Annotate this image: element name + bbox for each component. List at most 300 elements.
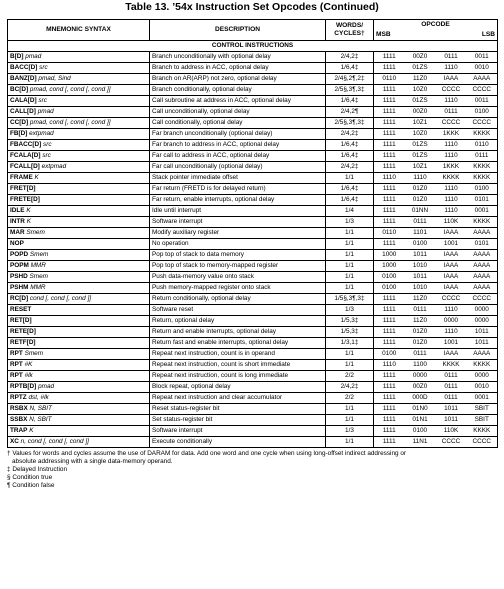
mnemonic-operands: src — [39, 64, 48, 71]
words-cycles-cell: 2/4,2‡ — [326, 382, 374, 393]
mnemonic-cell — [8, 250, 150, 261]
table-row — [8, 63, 498, 74]
footnote-dagger: † Values for words and cycles assume the use of DARAM for data. Add one word and one cycle when using long-offset indirect addressing or — [7, 450, 407, 457]
opcode-nibble-cell: 1110 — [436, 327, 467, 338]
words-cycles-cell: 1/1 — [326, 173, 374, 184]
mnemonic-cell — [8, 217, 150, 228]
words-cycles-cell: 2/4,2‡ — [326, 162, 374, 173]
opcode-nibble-cell: 01Z0 — [405, 184, 436, 195]
opcode-nibble-cell: CCCC — [436, 437, 467, 448]
table-body — [8, 41, 498, 448]
words-cycles-cell: 1/5§,3¶,3‡ — [326, 294, 374, 305]
mnemonic-operands: N, SBIT — [29, 416, 52, 423]
mnemonic-operands: Smem — [29, 273, 49, 280]
opcode-nibble-cell: 0100 — [405, 239, 436, 250]
opcode-nibble-cell: 01N0 — [405, 404, 436, 415]
description-cell: Set status-register bit — [150, 415, 326, 426]
mnemonic-cell — [8, 118, 150, 129]
mnemonic-operands: pmad — [38, 383, 55, 390]
table-row — [8, 184, 498, 195]
opcode-nibble-cell: 0110 — [467, 140, 498, 151]
words-cycles-cell: 1/6,4‡ — [326, 96, 374, 107]
description-cell: Far branch unconditionally (optional delay) — [150, 129, 326, 140]
mnemonic-operands: dst, #lk — [28, 394, 49, 401]
description-cell: Repeat next instruction, count is in operand — [150, 349, 326, 360]
mnemonic-name: FRAME — [10, 174, 33, 181]
mnemonic-operands: src — [38, 97, 47, 104]
header-opcode: OPCODE — [374, 20, 498, 31]
description-cell: Branch conditionally, optional delay — [150, 85, 326, 96]
header-msb: MSB — [374, 30, 405, 41]
opcode-nibble-cell: IAAA — [436, 74, 467, 85]
opcode-nibble-cell: 10Z1 — [405, 118, 436, 129]
opcode-nibble-cell: 1001 — [436, 338, 467, 349]
opcode-nibble-cell: KKKK — [467, 173, 498, 184]
opcode-nibble-cell: 0111 — [405, 217, 436, 228]
words-cycles-cell: 2/4§,2¶,2‡ — [326, 74, 374, 85]
opcode-nibble-cell: 0100 — [374, 283, 405, 294]
mnemonic-cell — [8, 140, 150, 151]
opcode-nibble-cell: 1110 — [436, 195, 467, 206]
opcode-nibble-cell: 1010 — [405, 261, 436, 272]
mnemonic-operands: extpmad — [29, 130, 54, 137]
opcode-nibble-cell: 1011 — [467, 327, 498, 338]
opcode-nibble-cell: 1KKK — [436, 129, 467, 140]
mnemonic-name: B[D] — [10, 53, 24, 60]
words-cycles-cell: 1/1 — [326, 239, 374, 250]
opcode-nibble-cell: 11Z0 — [405, 74, 436, 85]
opcode-nibble-cell: 1100 — [405, 360, 436, 371]
mnemonic-cell — [8, 162, 150, 173]
mnemonic-operands: MMR — [30, 262, 46, 269]
mnemonic-name: FBACC[D] — [10, 141, 42, 148]
table-row — [8, 382, 498, 393]
mnemonic-name: INTR — [10, 218, 25, 225]
opcode-nibble-cell: 0000 — [436, 316, 467, 327]
description-cell: Return, optional delay — [150, 316, 326, 327]
opcode-nibble-cell: 0011 — [467, 52, 498, 63]
description-cell: Repeat next instruction, count is short immediate — [150, 360, 326, 371]
opcode-nibble-cell: KKKK — [467, 360, 498, 371]
opcode-nibble-cell: 0000 — [467, 316, 498, 327]
description-cell: Branch to address in ACC, optional delay — [150, 63, 326, 74]
opcode-nibble-cell: 1110 — [374, 360, 405, 371]
description-cell: Push data-memory value onto stack — [150, 272, 326, 283]
words-cycles-cell: 1/5,3‡ — [326, 316, 374, 327]
opcode-nibble-cell: CCCC — [436, 118, 467, 129]
mnemonic-operands: pmad — [37, 108, 54, 115]
description-cell: Modify auxiliary register — [150, 228, 326, 239]
mnemonic-name: RC[D] — [10, 295, 29, 302]
opcode-nibble-cell: 1000 — [374, 250, 405, 261]
words-cycles-cell: 1/6,4‡ — [326, 184, 374, 195]
opcode-nibble-cell: AAAA — [467, 74, 498, 85]
table-row — [8, 404, 498, 415]
opcode-nibble-cell: KKKK — [467, 162, 498, 173]
description-cell: Software interrupt — [150, 426, 326, 437]
opcode-nibble-cell: 1111 — [374, 118, 405, 129]
mnemonic-operands: Smem — [26, 229, 45, 236]
table-row — [8, 140, 498, 151]
opcode-nibble-cell: 1110 — [436, 206, 467, 217]
opcode-nibble-cell: KKKK — [436, 173, 467, 184]
mnemonic-operands: K — [26, 218, 31, 225]
mnemonic-name: SSBX — [10, 416, 28, 423]
description-cell: Branch on AR(ARP) not zero, optional delay — [150, 74, 326, 85]
words-cycles-cell: 2/4,2‡ — [326, 52, 374, 63]
section-row — [8, 41, 498, 52]
opcode-nibble-cell: 0111 — [467, 151, 498, 162]
words-cycles-cell: 2/5§,3¶,3‡ — [326, 118, 374, 129]
opcode-nibble-cell: 1111 — [374, 184, 405, 195]
opcode-nibble-cell: 1111 — [374, 404, 405, 415]
opcode-nibble-cell: 1011 — [436, 415, 467, 426]
description-cell: Push memory-mapped register onto stack — [150, 283, 326, 294]
opcode-nibble-cell: 1110 — [436, 96, 467, 107]
mnemonic-operands: MMR — [30, 284, 46, 291]
opcode-nibble-cell: 11N1 — [405, 437, 436, 448]
description-cell: Return fast and enable interrupts, optional delay — [150, 338, 326, 349]
table-row — [8, 85, 498, 96]
opcode-nibble-cell: AAAA — [467, 349, 498, 360]
description-cell: Far return, enable interrupts, optional delay — [150, 195, 326, 206]
mnemonic-cell — [8, 173, 150, 184]
mnemonic-cell — [8, 74, 150, 85]
opcode-nibble-cell: 1111 — [374, 239, 405, 250]
table-row — [8, 52, 498, 63]
mnemonic-cell — [8, 426, 150, 437]
description-cell: Block repeat, optional delay — [150, 382, 326, 393]
description-cell: Software reset — [150, 305, 326, 316]
words-cycles-cell: 1/6,4‡ — [326, 195, 374, 206]
opcode-nibble-cell: 0010 — [467, 382, 498, 393]
opcode-nibble-cell: 0011 — [467, 96, 498, 107]
table-row — [8, 349, 498, 360]
opcode-nibble-cell: 0100 — [405, 426, 436, 437]
opcode-table — [7, 19, 498, 448]
opcode-nibble-cell: 1111 — [374, 162, 405, 173]
opcode-nibble-cell: 1111 — [374, 327, 405, 338]
description-cell: Call unconditionally, optional delay — [150, 107, 326, 118]
words-cycles-cell: 2/4,2¶ — [326, 107, 374, 118]
mnemonic-name: RPT — [10, 372, 23, 379]
words-cycles-cell: 2/5§,3¶,3‡ — [326, 85, 374, 96]
mnemonic-name: FRETE[D] — [10, 196, 40, 203]
opcode-nibble-cell: 1KKK — [436, 162, 467, 173]
opcode-nibble-cell: SBIT — [467, 415, 498, 426]
mnemonic-name: MAR — [10, 229, 25, 236]
opcode-nibble-cell: KKKK — [436, 360, 467, 371]
opcode-nibble-cell: 0000 — [467, 371, 498, 382]
opcode-nibble-cell: AAAA — [467, 272, 498, 283]
mnemonic-operands: pmad, cond [, cond [, cond ]] — [29, 119, 111, 126]
opcode-nibble-cell: 0100 — [374, 349, 405, 360]
footnotes — [7, 450, 502, 490]
opcode-nibble-cell: 1111 — [374, 338, 405, 349]
opcode-nibble-cell: 0100 — [467, 107, 498, 118]
mnemonic-name: RPTZ — [10, 394, 27, 401]
opcode-nibble-cell: 1010 — [405, 283, 436, 294]
mnemonic-operands: K — [29, 427, 34, 434]
table-row — [8, 129, 498, 140]
mnemonic-operands: cond [, cond [, cond ]] — [29, 295, 91, 302]
opcode-nibble-cell: 0111 — [436, 371, 467, 382]
opcode-nibble-cell: 1111 — [374, 107, 405, 118]
opcode-nibble-cell: IAAA — [436, 250, 467, 261]
opcode-nibble-cell: 0100 — [467, 184, 498, 195]
table-row — [8, 360, 498, 371]
opcode-nibble-cell: 1110 — [405, 173, 436, 184]
mnemonic-name: XC — [10, 438, 19, 445]
opcode-nibble-cell: AAAA — [467, 250, 498, 261]
words-cycles-cell: 1/4 — [326, 206, 374, 217]
description-cell: Call conditionally, optional delay — [150, 118, 326, 129]
table-row — [8, 217, 498, 228]
table-row — [8, 96, 498, 107]
mnemonic-name: FRET[D] — [10, 185, 36, 192]
mnemonic-name: CALL[D] — [10, 108, 36, 115]
opcode-nibble-cell: 1111 — [374, 140, 405, 151]
mnemonic-name: RPT — [10, 350, 23, 357]
mnemonic-operands: N, SBIT — [29, 405, 52, 412]
opcode-nibble-cell: 1111 — [374, 129, 405, 140]
footnote-ddagger: ‡ Delayed Instruction — [7, 466, 68, 473]
opcode-nibble-cell: 1111 — [374, 426, 405, 437]
opcode-nibble-cell: 1001 — [436, 239, 467, 250]
mnemonic-operands: n, cond [, cond [, cond ]] — [20, 438, 89, 445]
opcode-nibble-cell: 01ZS — [405, 140, 436, 151]
description-cell: No operation — [150, 239, 326, 250]
opcode-nibble-cell: 0111 — [436, 107, 467, 118]
mnemonic-cell — [8, 272, 150, 283]
mnemonic-operands: src — [42, 152, 51, 159]
opcode-nibble-cell: 1111 — [374, 393, 405, 404]
mnemonic-name: IDLE — [10, 207, 25, 214]
opcode-nibble-cell: 00Z0 — [405, 52, 436, 63]
mnemonic-operands: #K — [24, 361, 33, 368]
table-row — [8, 206, 498, 217]
opcode-nibble-cell: 110K — [436, 426, 467, 437]
opcode-nibble-cell: 1111 — [374, 437, 405, 448]
mnemonic-name: RPT — [10, 361, 23, 368]
table-row — [8, 283, 498, 294]
mnemonic-cell — [8, 184, 150, 195]
table-row — [8, 107, 498, 118]
opcode-nibble-cell: 10Z0 — [405, 129, 436, 140]
words-cycles-cell: 1/1 — [326, 404, 374, 415]
opcode-nibble-cell: 11Z0 — [405, 294, 436, 305]
table-row — [8, 316, 498, 327]
opcode-nibble-cell: 10Z1 — [405, 162, 436, 173]
words-cycles-cell: 1/3,1‡ — [326, 338, 374, 349]
opcode-nibble-cell: 1111 — [374, 371, 405, 382]
mnemonic-name: TRAP — [10, 427, 28, 434]
mnemonic-name: RSBX — [10, 405, 28, 412]
words-cycles-cell: 2/2 — [326, 393, 374, 404]
opcode-nibble-cell: 0010 — [467, 63, 498, 74]
opcode-nibble-cell: 1110 — [436, 151, 467, 162]
mnemonic-cell — [8, 283, 150, 294]
mnemonic-operands: #lk — [24, 372, 33, 379]
opcode-nibble-cell: 0101 — [467, 239, 498, 250]
header-words-cycles: WORDS/ CYCLES† — [326, 20, 374, 41]
opcode-nibble-cell: 01ZS — [405, 96, 436, 107]
mnemonic-name: CC[D] — [10, 119, 29, 126]
description-cell: Branch unconditionally with optional delay — [150, 52, 326, 63]
opcode-nibble-cell: 01Z0 — [405, 195, 436, 206]
table-row — [8, 371, 498, 382]
opcode-nibble-cell: 1111 — [374, 382, 405, 393]
description-cell: Idle until interrupt — [150, 206, 326, 217]
table-row — [8, 118, 498, 129]
table-row — [8, 327, 498, 338]
opcode-nibble-cell: 1111 — [374, 206, 405, 217]
opcode-nibble-cell: 1011 — [436, 404, 467, 415]
mnemonic-operands: pmad, Sind — [38, 75, 71, 82]
table-row — [8, 151, 498, 162]
description-cell: Execute conditionally — [150, 437, 326, 448]
mnemonic-operands: Smem — [24, 350, 44, 357]
mnemonic-name: RETE[D] — [10, 328, 36, 335]
opcode-nibble-cell: 1111 — [374, 96, 405, 107]
opcode-nibble-cell: 1111 — [374, 217, 405, 228]
mnemonic-cell — [8, 129, 150, 140]
header-lsb: LSB — [467, 30, 498, 41]
words-cycles-cell: 1/6,4‡ — [326, 63, 374, 74]
opcode-nibble-cell: SBIT — [467, 404, 498, 415]
opcode-nibble-cell: 0111 — [436, 52, 467, 63]
table-row — [8, 437, 498, 448]
opcode-nibble-cell: 0111 — [436, 393, 467, 404]
table-row — [8, 294, 498, 305]
opcode-nibble-cell: 01Z0 — [405, 338, 436, 349]
mnemonic-operands: K — [34, 174, 39, 181]
opcode-nibble-cell: CCCC — [467, 437, 498, 448]
mnemonic-name: RPTB[D] — [10, 383, 37, 390]
opcode-nibble-cell: 1111 — [374, 415, 405, 426]
description-cell: Pop top of stack to memory-mapped register — [150, 261, 326, 272]
opcode-nibble-cell: 1011 — [467, 338, 498, 349]
opcode-nibble-cell: KKKK — [467, 426, 498, 437]
mnemonic-cell — [8, 107, 150, 118]
mnemonic-operands: src — [43, 141, 52, 148]
description-cell: Far branch to address in ACC, optional delay — [150, 140, 326, 151]
opcode-nibble-cell: 1110 — [374, 173, 405, 184]
opcode-nibble-cell: 0000 — [405, 371, 436, 382]
mnemonic-operands: Smem — [29, 251, 49, 258]
opcode-nibble-cell: 1110 — [436, 184, 467, 195]
mnemonic-name: BANZ[D] — [10, 75, 37, 82]
description-cell: Far call to address in ACC, optional delay — [150, 151, 326, 162]
opcode-nibble-cell: CCCC — [436, 294, 467, 305]
words-cycles-cell: 2/4,2‡ — [326, 129, 374, 140]
opcode-nibble-cell: 0101 — [467, 195, 498, 206]
mnemonic-cell — [8, 404, 150, 415]
mnemonic-name: POPD — [10, 251, 29, 258]
mnemonic-cell — [8, 261, 150, 272]
footnote-dagger-cont: absolute addressing with a single data-memory operand. — [12, 458, 173, 465]
opcode-nibble-cell: 00Z0 — [405, 382, 436, 393]
mnemonic-cell — [8, 85, 150, 96]
opcode-nibble-cell: 1011 — [405, 250, 436, 261]
table-row — [8, 261, 498, 272]
opcode-nibble-cell: AAAA — [467, 261, 498, 272]
opcode-nibble-cell: 1111 — [374, 316, 405, 327]
mnemonic-operands: extpmad — [41, 163, 67, 170]
mnemonic-name: FB[D] — [10, 130, 28, 137]
words-cycles-cell: 1/1 — [326, 349, 374, 360]
description-cell: Return and enable interrupts, optional delay — [150, 327, 326, 338]
opcode-nibble-cell: 1101 — [405, 228, 436, 239]
footnote-pilcrow: ¶ Condition false — [7, 482, 55, 489]
mnemonic-cell — [8, 338, 150, 349]
words-cycles-cell: 1/1 — [326, 228, 374, 239]
description-cell: Far call unconditionally (optional delay) — [150, 162, 326, 173]
mnemonic-cell — [8, 294, 150, 305]
mnemonic-name: RETF[D] — [10, 339, 36, 346]
opcode-nibble-cell: 1111 — [374, 52, 405, 63]
opcode-nibble-cell: CCCC — [467, 85, 498, 96]
mnemonic-cell — [8, 195, 150, 206]
mnemonic-cell — [8, 360, 150, 371]
description-cell: Repeat next instruction, count is long immediate — [150, 371, 326, 382]
opcode-nibble-cell: CCCC — [467, 118, 498, 129]
opcode-nibble-cell: 1000 — [374, 261, 405, 272]
opcode-nibble-cell: 1111 — [374, 294, 405, 305]
words-cycles-cell: 1/1 — [326, 415, 374, 426]
opcode-nibble-cell: 1111 — [374, 63, 405, 74]
opcode-nibble-cell: 1110 — [436, 63, 467, 74]
opcode-nibble-cell: 000D — [405, 393, 436, 404]
opcode-nibble-cell: 1111 — [374, 151, 405, 162]
mnemonic-cell — [8, 96, 150, 107]
table-row — [8, 305, 498, 316]
section-title: CONTROL INSTRUCTIONS — [8, 41, 498, 52]
description-cell: Return conditionally, optional delay — [150, 294, 326, 305]
words-cycles-cell: 1/3 — [326, 217, 374, 228]
mnemonic-operands: pmad — [25, 53, 42, 60]
words-cycles-cell: 1/6,4‡ — [326, 151, 374, 162]
words-cycles-cell: 1/1 — [326, 261, 374, 272]
words-cycles-cell: 1/5,3‡ — [326, 327, 374, 338]
opcode-nibble-cell: 0001 — [467, 393, 498, 404]
opcode-nibble-cell: 01N1 — [405, 415, 436, 426]
opcode-nibble-cell: 10Z0 — [405, 85, 436, 96]
opcode-nibble-cell: 0111 — [436, 382, 467, 393]
words-cycles-cell: 1/6,4‡ — [326, 140, 374, 151]
opcode-nibble-cell: 1110 — [436, 140, 467, 151]
mnemonic-name: BACC[D] — [10, 64, 38, 71]
words-cycles-cell: 1/3 — [326, 426, 374, 437]
table-row — [8, 250, 498, 261]
mnemonic-cell — [8, 382, 150, 393]
opcode-nibble-cell: 0100 — [374, 272, 405, 283]
description-cell: Stack pointer immediate offset — [150, 173, 326, 184]
words-cycles-cell: 1/1 — [326, 272, 374, 283]
words-cycles-cell: 1/1 — [326, 437, 374, 448]
mnemonic-name: FCALL[D] — [10, 163, 40, 170]
words-cycles-cell: 1/1 — [326, 360, 374, 371]
mnemonic-cell — [8, 206, 150, 217]
description-cell: Reset status-register bit — [150, 404, 326, 415]
opcode-nibble-cell: 01Z0 — [405, 327, 436, 338]
opcode-nibble-cell: KKKK — [467, 217, 498, 228]
opcode-nibble-cell: 00Z0 — [405, 107, 436, 118]
opcode-nibble-cell: AAAA — [467, 228, 498, 239]
opcode-nibble-cell: 0110 — [374, 74, 405, 85]
opcode-nibble-cell: IAAA — [436, 228, 467, 239]
mnemonic-cell — [8, 415, 150, 426]
